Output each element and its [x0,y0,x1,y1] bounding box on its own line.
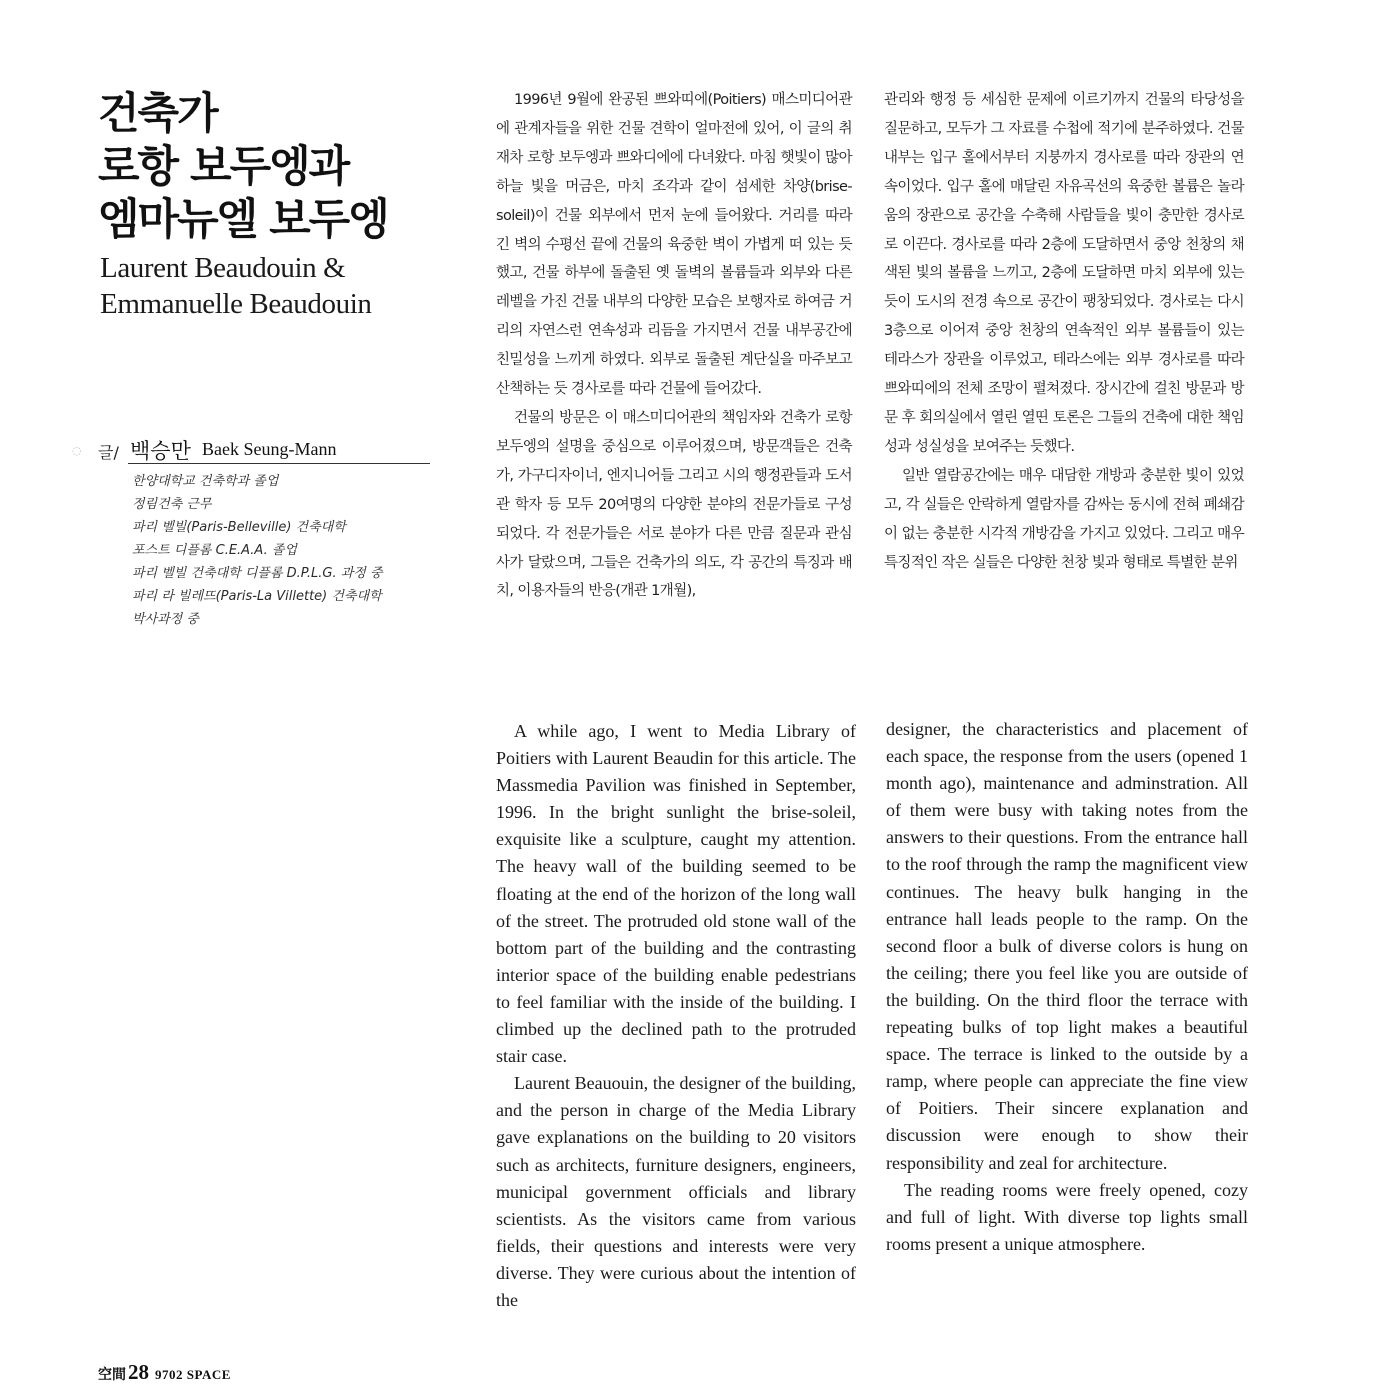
scan-mark-icon: ◌ [72,444,82,457]
korean-paragraph: 1996년 9월에 완공된 쁘와띠에(Poitiers) 매스미디어관에 관계자들을 위한 건물 견학이 얼마전에 있어, 이 글의 취재차 로항 보두엥과 쁘와디에에 다녀왔다. 마침 햇빛이 많아 하늘 빛을 머금은, 마치 조각과 같이 섬세한 차양(brise-soleil)이 건물 외부에서 먼저 눈에 들어왔다. 거리를 따라 긴 벽의 수평선 끝에 건물의 육중한 벽이 가볍게 떠 있는 듯했고, 건물 하부에 돌출된 옛 돌벽의 볼륨들과 외부와 다른 레벨을 가진 건물 내부의 다양한 모습은 보행자로 하여금 거리의 자연스런 연속성과 리듬을 가지면서 건물 내부공간에 친밀성을 느끼게 하였다. 외부로 돌출된 계단실을 마주보고 산책하는 듯 경사로를 따라 건물에 들어갔다. [496,92,852,398]
korean-column-1 [496,86,852,606]
korean-paragraph: 일반 열람공간에는 매우 대담한 개방과 충분한 빛이 있었고, 각 실들은 안락하게 열람자를 감싸는 동시에 전혀 폐쇄감이 없는 충분한 시각적 개방감을 가지고 있었다. 그리고 매우 특징적인 작은 실들은 다양한 천창 빛과 형태로 특별한 분위 [884,467,1244,571]
korean-paragraph: 건물의 방문은 이 매스미디어관의 책임자와 건축가 로항 보두엥의 설명을 중심으로 이루어졌으며, 방문객들은 건축가, 가구디자이너, 엔지니어들 그리고 시의 행정관들과 도서관 학자 등 모두 20여명의 다양한 분야의 전문가들로 구성되었다. 각 전문가들은 서로 분야가 다른 만큼 질문과 관심사가 달랐으며, 그들은 건축가의 의도, 각 공간의 특징과 배치, 이용자들의 반응(개관 1개월), [496,409,852,600]
english-paragraph: designer, the characteristics and placement of each space, the response from the users (opened 1 month ago), maintenance and adminstration. All of them were busy with taking notes from the answers to their questions. From the entrance hall to the roof through the ramp the magnificent view continues. The heavy bulk hanging in the entrance hall leads people to the ramp. On the second floor a bulk of diverse colors is hung on the ceiling; there you feel like you are outside of the building. On the third floor the terrace with repeating bulks of top light makes a beautiful space. The terrace is linked to the outside by a ramp, where people can appreciate the fine view of Poitiers. Their sincere explanation and discussion were enough to show their responsibility and zeal for architecture. [886,719,1248,1173]
bio-line: 한양대학교 건축학과 졸업 [132,474,279,489]
title-english-line-2: Emmanuelle Beaudouin [100,288,372,320]
author-block [72,434,432,627]
bio-line: 파리 벨빌 건축대학 디플롬 D.P.L.G. 과정 중 [132,566,383,581]
korean-column-2 [884,86,1244,577]
author-byline [72,434,432,462]
bio-line: 파리 벨빌(Paris-Belleville) 건축대학 [132,520,346,535]
page-footer [98,1360,231,1385]
bio-line: 정림건축 근무 [132,497,212,512]
author-name-korean: 백승만 [130,439,191,463]
magazine-kanji-logo: 空間 [98,1367,126,1383]
title-english-line-1: Laurent Beaudouin & [100,252,346,284]
bio-line: 파리 라 빌레뜨(Paris-La Villette) 건축대학 [132,589,382,604]
bio-line: 포스트 디플롬 C.E.A.A. 졸업 [132,543,297,558]
title-korean-line-1: 건축가 [98,89,217,139]
author-name-english: Baek Seung-Mann [202,439,337,459]
english-paragraph: Laurent Beauouin, the designer of the building, and the person in charge of the Media Library gave explanations on the building to 20 visitors such as architects, furniture designers, engineers, municipal government officials and library scientists. As the visitors came from various fields, their questions and interests were very diverse. They were curious about the intention of the [496,1073,856,1310]
bio-line: 박사과정 중 [132,612,199,627]
author-prefix: 글/ [98,443,119,462]
author-bio [132,470,383,631]
korean-paragraph: 관리와 행정 등 세심한 문제에 이르기까지 건물의 타당성을 질문하고, 모두가 그 자료를 수첩에 적기에 분주하였다. 건물 내부는 입구 홀에서부터 지붕까지 경사로를 따라 장관의 연속이었다. 입구 홀에 매달린 자유곡선의 육중한 볼륨은 놀라움의 장관으로 공간을 수축해 사람들을 빛이 충만한 경사로로 이끈다. 경사로를 따라 2층에 도달하면서 중앙 천창의 채색된 빛의 볼륨을 느끼고, 2층에 도달하면 마치 외부에 있는 듯이 도시의 전경 속으로 공간이 팽창되었다. 경사로는 다시 3층으로 이어져 중앙 천창의 연속적인 외부 볼륨들이 있는 테라스가 장관을 이루었고, 테라스에는 외부 경사로를 따라 쁘와띠에의 전체 조망이 펼쳐졌다. 장시간에 걸친 방문과 방문 후 회의실에서 열린 열띤 토론은 그들의 건축에 대한 책임성과 성실성을 보여주는 듯했다. [884,92,1244,455]
english-column-2 [886,716,1248,1258]
title-english [100,250,371,322]
issue-label: 9702 SPACE [155,1367,231,1382]
english-paragraph: The reading rooms were freely opened, cozy and full of light. With diverse top lights small rooms present a unique atmosphere. [886,1179,1248,1254]
english-paragraph: A while ago, I went to Media Library of Poitiers with Laurent Beaudin for this article. The Massmedia Pavilion was finished in September, 1996. In the bright sunlight the brise-soleil, exquisite like a sculpture, caught my attention. The heavy wall of the building seemed to be floating at the end of the horizon of the long wall of the street. The protruded old stone wall of the bottom part of the building and the contrasting interior space of the building enable pedestrians to feel familiar with the inside of the building. I climbed up the declined path to the protruded stair case. [496,721,856,1067]
title-korean [98,88,388,247]
page-number: 28 [128,1360,149,1384]
author-underline [128,463,430,464]
title-korean-line-3: 엠마뉴엘 보두엥 [98,195,388,245]
english-column-1 [496,718,856,1314]
title-korean-line-2: 로항 보두엥과 [98,142,349,192]
